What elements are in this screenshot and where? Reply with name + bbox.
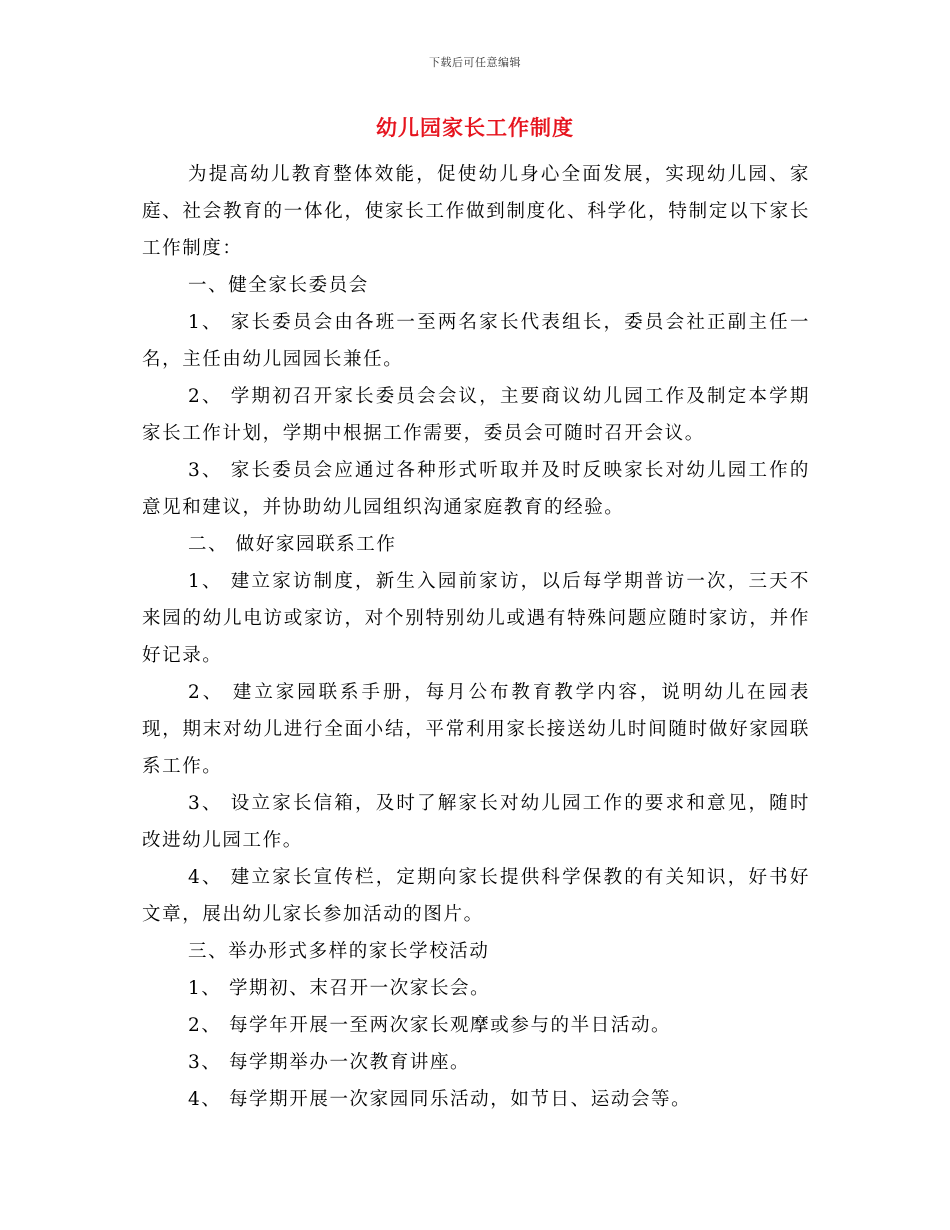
- section-2-item-2: 2、 建立家园联系手册，每月公布教育教学内容，说明幼儿在园表现，期末对幼儿进行全面小结，平常利用家长接送幼儿时间随时做好家园联系工作。: [142, 682, 810, 777]
- section-2-item-1: 1、 建立家访制度，新生入园前家访，以后每学期普访一次，三天不来园的幼儿电访或家访，对个别特别幼儿或遇有特殊问题应随时家访，并作好记录。: [142, 571, 810, 666]
- section-1-item-3: 3、 家长委员会应通过各种形式听取并及时反映家长对幼儿园工作的意见和建议，并协助幼儿园组织沟通家庭教育的经验。: [142, 460, 810, 518]
- document-body: [142, 156, 810, 1118]
- section-3-item-3: 3、 每学期举办一次教育讲座。: [188, 1052, 471, 1073]
- page-header-note: 下载后可任意编辑: [429, 56, 521, 69]
- intro-paragraph: 为提高幼儿教育整体效能，促使幼儿身心全面发展，实现幼儿园、家庭、社会教育的一体化，使家长工作做到制度化、科学化，特制定以下家长工作制度：: [142, 164, 810, 259]
- document-title: 幼儿园家长工作制度: [376, 115, 574, 140]
- section-heading-2: 二、 做好家园联系工作: [188, 534, 397, 555]
- section-heading-1: 一、健全家长委员会: [188, 275, 369, 296]
- section-1-item-2: 2、 学期初召开家长委员会会议，主要商议幼儿园工作及制定本学期家长工作计划，学期中根据工作需要，委员会可随时召开会议。: [142, 386, 810, 444]
- section-2-item-4: 4、 建立家长宣传栏，定期向家长提供科学保教的有关知识，好书好文章，展出幼儿家长参加活动的图片。: [142, 867, 810, 925]
- section-heading-3: 三、举办形式多样的家长学校活动: [188, 941, 490, 962]
- section-2-item-3: 3、 设立家长信箱，及时了解家长对幼儿园工作的要求和意见，随时改进幼儿园工作。: [142, 793, 810, 851]
- section-3-item-2: 2、 每学年开展一至两次家长观摩或参与的半日活动。: [188, 1015, 672, 1036]
- section-3-item-4: 4、 每学期开展一次家园同乐活动，如节日、运动会等。: [188, 1089, 692, 1110]
- section-3-item-1: 1、 学期初、末召开一次家长会。: [188, 978, 491, 999]
- section-1-item-1: 1、 家长委员会由各班一至两名家长代表组长，委员会社正副主任一名，主任由幼儿园园长兼任。: [142, 312, 810, 370]
